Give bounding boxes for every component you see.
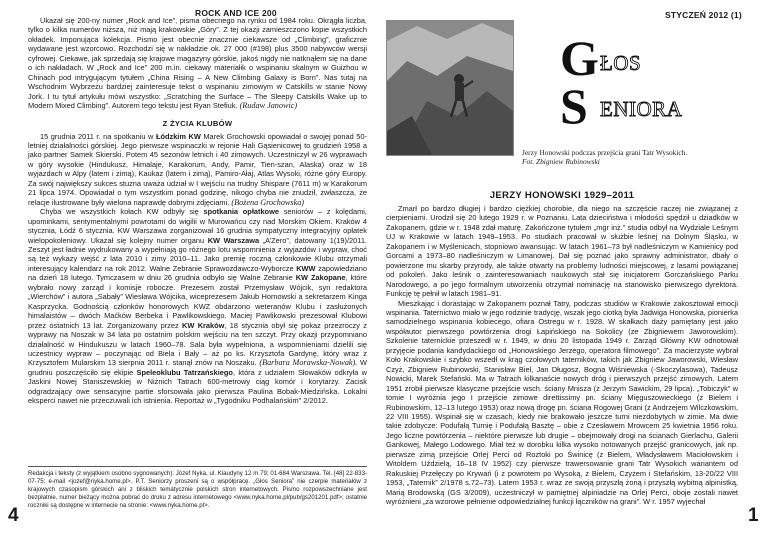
header-issue-date: STYCZEŃ 2012 (1) (665, 10, 742, 20)
logo-word-eniora: ENIORA (600, 97, 683, 121)
mountain-photo-image (387, 21, 513, 155)
section-title-club-life: Z ŻYCIA KLUBÓW (162, 118, 233, 128)
p1-author: (Bożena Grochowska) (231, 197, 305, 207)
logo-word-los: ŁOS (600, 51, 642, 75)
left-column (28, 16, 367, 406)
editorial-text: Redakcja i teksty (z wyjątkiem osobno sygnowanych): Józef Nyka, ul. Klaudyny 12 m 79; 01-684 Warszawa. Tel. [48] 22-833-07-75; e-mail <jozef@nyka.home.pl>. P.T. Seniorzy proszeni są o współpracę. „Głos Seniora” nie czerpie materiałów z krajowych czasopism górskich ani z bliskich tematycznie polskich stron internetowych. Pismo rozpowszechniane jest bezpłatnie, numer bieżący można pobrać do druku z adresu internetowego <www.nyka.home.pl/pub/gs201201.pdf>; ostatnie roczniki są dostępne w internecie na stronie: <www.nyka.home.pl>. (28, 470, 367, 509)
header-left-title: ROCK AND ICE 200 (195, 8, 277, 18)
climber-photo (386, 20, 514, 156)
obituary-paragraph-2: Mieszkając i dorastając w Zakopanem poznał Tatry, podczas studiów w Krakowie zakosztował emocji wspinania. Taternictwo miało w jego rodzinie tradycję, wszak jego ciotką była Jadwiga Honowska, pionierka samodzielnego wspinania kobiecego, ofiara Ostregu w r. 1928. W skałkach daży pamiętany jest jako współautor pierwszego powtórzenia drogi Łapińskiego na Sokolicy (ze Zbigniewem Jaworowskim). Szkolenie taternickie przeszedł w r. 1949, w dniu 20 listopada 1949 r. Zarząd Główny KW odnotował przyjęcie podania kandydackiego od „Honowskiego Jerzego, operatora filmowego”. Za macierzyste wybrał Koło Krakowskie i szybko wszedł w krąg czołowych taterników, takich jak Zbigniew Jaworowski, Wiesław Czyż, Zbigniew Rubinowski, Stanisław Biel, Jan Długosz, Bogna Wiśniewska (-Skoczylasowa), Tadeusz Nowicki, Marek Stefański. Ma w Tatrach kilkanaście nowych dróg i pierwszych przejść zimowych. Latem 1951 zrobił pierwsze klasyczne przejście wsch. ściany Mnisza (z Jerzym Sawickim, 29 lipca). „Tobiczyk” w tomie I wyróżnia jego I przejście zimowe direttissimy pn. ściany Mięguszowieckiego (z Bielem i Rubinowskim, 12–13 lutego 1953) oraz nową drogę pn. ściana Rogowej Grani (z Andrzejem Wilczkowskim, 22 VIII 1955). Wspinał się w czasach, kiedy nie brakowało jeszcze turni niezdobytych w zimie. Ma dwie takie zdobycze: Podufałą Turnię i Podufałą Basztę – obie z Czesławem Mrowcem 25 kwietnia 1956 roku. Jego liczne powtórzenia – niektóre pierwsze lub drugie – obejmowały drogi na ścianach Gierlachu, Galerii Gankowej, Małego Lodowego. Miał też w dorobku kilka wysoko notowanych przejść granicowych, jak np. pierwsze zimą przejście Orlej Perci od Roztoki po Świnicę (z Bielem, Władysławem Maciołowskim i Witoldem Uździelą, 16–18 IV 1952) czy pierwsze trawersowanie grani Tatr Wysokich wariantem od Rakuskiej Przełęczy po Krywań (i z powrotem po Wysoką, z Bielem, Czyżem i Stefańskim, 13-20/22 VIII 1953, „Taternik” 2/1978 s.72–73). Latem 1953 r. wraz ze swoją przyszłą żoną i przyszłą wybitną alpinistką, Marią Brodowską (GS 3/2009), uczestniczył w pamiętnej alpiniadzie na Orlej Perci, oboje zostali nawet wyróżnieni „za wzorowe pełnienie odpowiedzialnej funkcji łączników na grani”. W r. 1957 wyjechał (386, 298, 738, 507)
lodz-paragraph: 15 grudnia 2011 r. na spotkaniu w Łódzkim KW Marek Grochowski opowiadał o swojej ponad 50-letniej działalności górskiej. Jego pierwsze wspinaczki w rejonie Hali Gąsienicowej to grudzień 1958 a jako partner Samek Skierski. Potem 45 sezonów letnich i 40 zimowych. Uczestniczył w 26 wyprawach w góry wysokie (Hindukusz, Himalaje, Karakorum, Andy, Pamir, Tien-szan, Alaska) oraz w 18 wyjazdach w Alpy (latem i zimą), Kaukaz (latem i zimą), Pamiro-Ałaj, Atlas Wysoki, różne góry Europy. Za swój największy sukces stuzna uważa udział w I wejściu na trudny Shispare (7611 m) w Karakorum 21 lipca 1974. Opowiadał o tym wszystkim ponad godzinę, nikogo chyba nie znudził, zwłaszcza, że relacje ilustrowane były wielona naprawdę dobrymi zdjęciami. (Bożena Grochowska) (28, 131, 367, 207)
rock-and-ice-paragraph: Ukazał się 200-ny numer „Rock and Ice”, pisma obecnego na rynku od 1984 roku. Okrągła liczba, tylko o kilka numerów niższa, niż mają krakowskie „Góry”. Z tej okazji zamieszczono kopie wszystkich okładek. Imponująca kolekcja. Pismo jest obecnie znacznie ciekawsze od „Climbing”, graficznie wydawane jest wzorcowo. Rozchodzi się w nakładzie ok. 27 000 (#198) plus 3500 nabywców wersji cyfrowej. Ciekawe, jak sprzedają się krajowe magazyny górskie, jakoś nigdy nie natknąłem się na dane o ich nakładach. W „Rock and Ice” 200 m.in. ciekawy materiałik o wspinaniu skalnym w Guizhou w Chinach pod intrygującym tytułem „China Rising – A New Climbing Galaxy is Born”. Nas tutaj na Wschodnim Wybrzeżu bardziej zainteresuje tekst o wspinaniu zimowym w Catskills w stanie Nowy Jork. I tu tytuł artykułu mówi wszystko: „Scratching the Surface – The Sleepy Catskills Wake up to Modern Mixed Climbing”. Autorem tego tekstu jest Ryan Stefiuk. (Rudaw Janowic) (28, 16, 367, 111)
article-title: JERZY HONOWSKI 1929–2011 (489, 190, 635, 201)
photo-credit: Fot. Zbigniew Rubinowski (522, 157, 600, 167)
obituary-paragraph-1: Zmarł po bardzo długiej i bardzo ciężkiej chorobie, dla niego na szczęście raczej nie związanej z cierpieniami. Urodził się 20 lutego 1929 r. w Poznaniu. Lata dzieciństwa i młodości spędził u dziadków w Zakopanem, gdzie w r. 1948 zdał maturę. Zakończone tytułem „mgr inż.” studia odbył na Wydziale Leśnym UJ w Krakowie w latach 1949–1953. Po studiach pracował w służbie leśnej na Dolnym Śląsku, w Zakopanem i w Myślenicach, stopniowo awansując. W latach 1961–73 był nadleśniczym w Kamienicy pod Gorcami a 1973–80 nadleśniczym w Limanowej. Dał się poznać jako sprawny administrator, dbały o powierzone mu skarby przyrody, ale także otwarty na problemy ludności miejscowej, z lasami powiązanej od pokoleń. Jako leśnik o zainteresowaniach naukowych stał się inicjatorem Gorczańskiego Parku Narodowego, a po jego formalnym utworzeniu otrzymał nominację na stanowisko pierwszego dyrektora. Funkcję tę pełnił w latach 1981–91. (386, 204, 738, 299)
intro-author: (Rudaw Janowic) (239, 101, 298, 111)
logo-letter-s: S (560, 78, 588, 134)
page-number-right: 1 (748, 505, 759, 526)
photo-caption (522, 148, 687, 166)
p2-author: (Barbara Morawska-Nowak). (259, 358, 358, 368)
editorial-footer (28, 466, 367, 510)
glos-seniora-logo (560, 30, 760, 135)
clubs-paragraph: Chyba we wszystkich kołach KW odbyły się spotkania opłatkowe seniorów – z kolędami, upominkami, sentymentalnymi powrotami do wigilii w Murowańcu czy nad Morskim Okiem. Kraków 4 stycznia, Łódź 6 stycznia. KW Warszawa zorganizował 16 grudnia sympatyczny integracyjny opłatek wielopokoleniowy. Ukazał się kolejny numer organu KW Warszawa „A’Zero”, datowany 1(19)/2011. Zeszyt jest ładnie wydrukowany a wypełniają go różnego lotu wspomnienia z wyjazdów i wypraw, choć są też wykazy wejść z lata 2010 i zimy 2010–11. Jako premię roczną członkowie Klubu otrzymali interesujący kalendarz na rok 2012. Walne Zebranie Sprawozdawczo-Wyborcze KWW zapowiedziano na dzień 18 lutego. Tymczasem w dniu 26 grudnia odbyło się Walne Zebranie KW Zakopane, które wybrało nowy zarząd i komisje robocze. Prezesem został Przemysław Wójcik, syn redaktora „Wierchów” i autora „Sabały” Wiesława Wójcika, wiceprezesem Jakub Hornowski a sekretarzem Kinga Kasprzycka. Godnością członków honorowych KWZ obdarzono weteranów Klubu i zasłużonych himalaistów – dwóch Maćków Berbeka i Pawlikowskiego. Maciej Pawlikowski prezesował Klubowi przez ostatnich 13 lat. Zorganizowany przez KW Kraków, 18 stycznia obył się pokaz przezroczy z wyprawy na Noszak w 34 lata po ostatnim polskim wejściu na ten szczyt. Przy okazji przypomniano działalność w Hindukuszu w latach 1960–78. Sala była wypełniona, a wspomnieniami dzielili się uczestnicy wypraw – poczynając od Biela i Bały – aż po ks. Krzysztofa Gardynę, który wraz z Krzysztofem Mularskim 13 sierpnia 2011 r. stanął znów na Noszaku. (Barbara Morawska-Nowak). W grudniu poszczęściło się ekipie Speleoklubu Tatrzańskiego, która z udziałem Słowaków odkryła w Jaskini Nowej Staniszewskiej w Niżnich Tatrach 600-metrowy ciąg komór i korytarzy. Zacisk odgradzający owe sensacyjne partie sforsowała jako pierwsza Paulina Bobak-Miedzińska. Lokalni eksperci nawet nie przeczuwali ich istnienia. Reportaż w „Tygodniku Podhalańskim” 2/2012. (28, 207, 367, 406)
right-column (386, 190, 738, 507)
logo-letter-g: G (560, 30, 599, 86)
page-number-left: 4 (8, 505, 19, 526)
photo-caption-text: Jerzy Honowski podczas przejścia grani Tatr Wysokich. (522, 148, 688, 157)
